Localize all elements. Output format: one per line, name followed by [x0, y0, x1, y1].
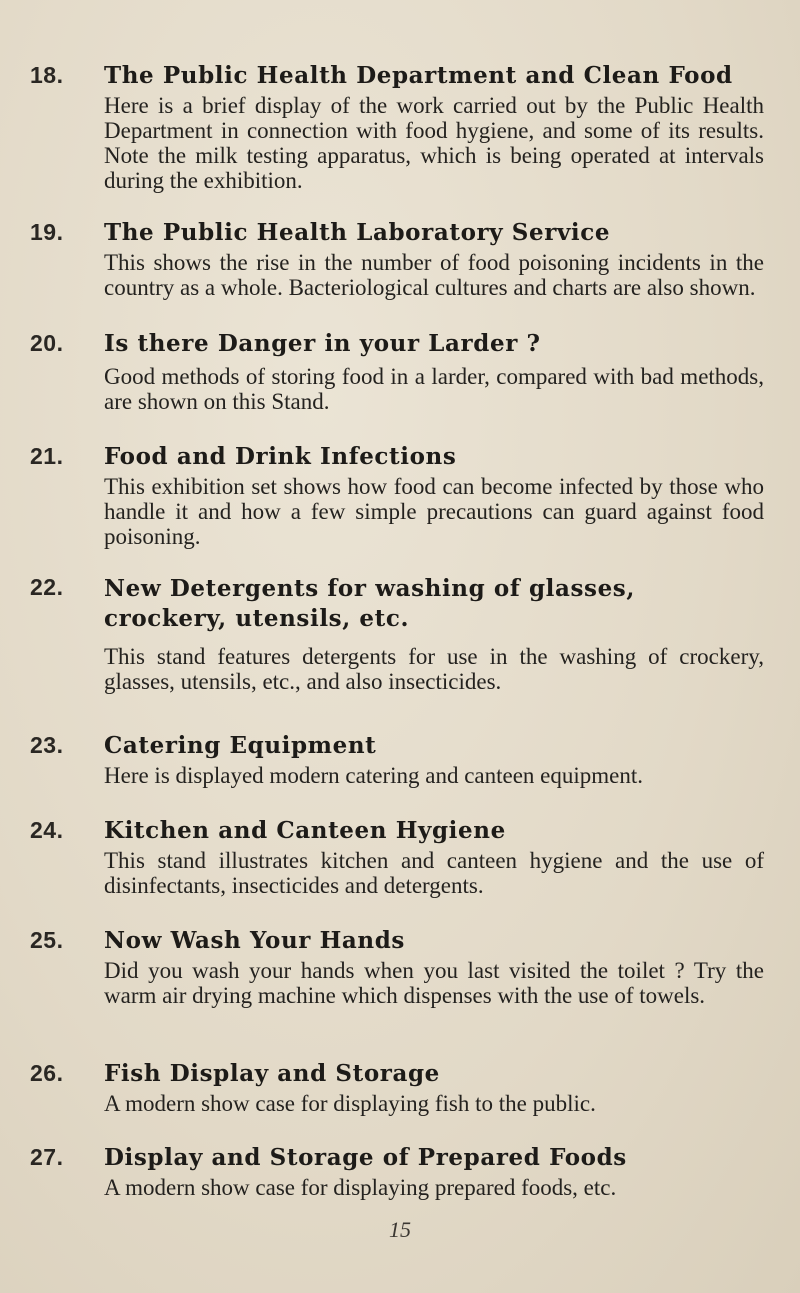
- entry-heading: Now Wash Your Hands: [104, 927, 405, 954]
- entry-number: 20.: [30, 330, 64, 356]
- entry-description: Good methods of storing food in a larder, compared with bad methods, are shown on this Stand.: [104, 364, 764, 414]
- entry-number: 25.: [30, 927, 64, 953]
- entry-description: Here is displayed modern catering and canteen equipment.: [104, 763, 644, 788]
- entry-description: A modern show case for displaying fish to the public.: [104, 1091, 596, 1116]
- page-number: 15: [389, 1217, 411, 1242]
- entry-heading: Food and Drink Infections: [104, 443, 457, 470]
- entry-heading: Display and Storage of Prepared Foods: [104, 1144, 627, 1171]
- entry-description: This stand features detergents for use in the washing of crockery, glasses, utensils, etc., and also insecticides.: [104, 644, 764, 694]
- entry-number: 18.: [30, 62, 64, 88]
- entry-heading: Is there Danger in your Larder ?: [104, 330, 541, 357]
- entry-description: This exhibition set shows how food can become infected by those who handle it and how a few simple precautions can guard against food poisoning.: [104, 474, 764, 549]
- entry-description: Did you wash your hands when you last visited the toilet ? Try the warm air drying machine which dispenses with the use of towels.: [104, 958, 764, 1008]
- entry-description: Here is a brief display of the work carried out by the Public Health Department in connection with food hygiene, and some of its results. Note the milk testing apparatus, which is being operated at intervals during the exhibition.: [104, 93, 764, 193]
- entry-heading: The Public Health Department and Clean Food: [104, 62, 733, 89]
- entry-number: 22.: [30, 574, 64, 600]
- entry-heading: The Public Health Laboratory Service: [104, 219, 611, 246]
- entry-number: 24.: [30, 817, 64, 843]
- entry-description: A modern show case for displaying prepared foods, etc.: [104, 1175, 617, 1200]
- entry-heading: Kitchen and Canteen Hygiene: [104, 817, 506, 844]
- entry-number: 27.: [30, 1144, 64, 1170]
- entry-description: This shows the rise in the number of food poisoning incidents in the country as a whole. Bacteriological cultures and charts are also shown.: [104, 250, 764, 300]
- entry-heading: Catering Equipment: [104, 732, 377, 759]
- entry-number: 23.: [30, 732, 64, 758]
- entry-number: 19.: [30, 219, 64, 245]
- entry-heading: Fish Display and Storage: [104, 1060, 440, 1087]
- entry-number: 26.: [30, 1060, 64, 1086]
- entry-description: This stand illustrates kitchen and canteen hygiene and the use of disinfectants, insecticides and detergents.: [104, 848, 764, 898]
- entry-heading: New Detergents for washing of glasses, crockery, utensils, etc.: [104, 575, 635, 632]
- entry-number: 21.: [30, 443, 64, 469]
